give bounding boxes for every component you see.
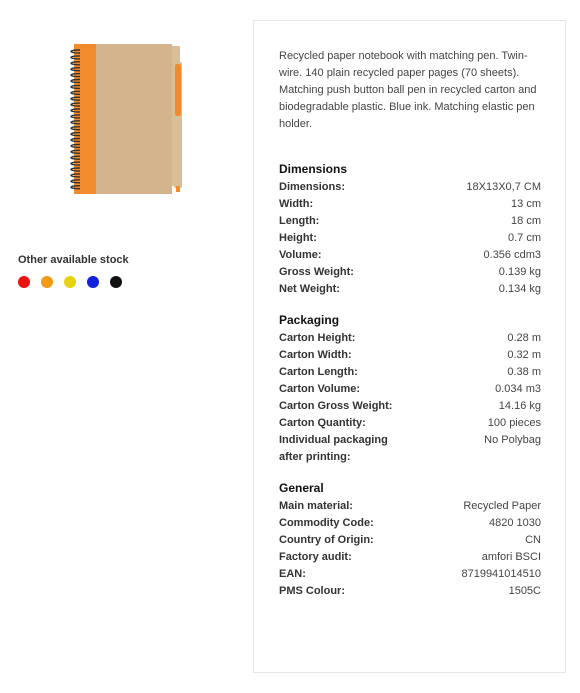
spec-key: Height: [279,232,317,244]
spec-value: CN [525,534,541,546]
swatch-orange[interactable] [41,276,53,288]
spec-key: Gross Weight: [279,266,354,278]
spec-value: 4820 1030 [489,517,541,529]
spec-row [279,415,541,432]
spec-row [279,364,541,381]
pen-tip [176,186,180,192]
product-description: Recycled paper notebook with matching pen. Twin-wire. 140 plain recycled paper pages (70 sheets). Matching push button ball pen in recycled carton and biodegradable plastic. Blue ink. Matching elastic pen holder. [279,50,537,130]
spec-row [279,398,541,415]
spec-key: Length: [279,215,320,227]
spec-key: Carton Width: [279,349,352,361]
swatch-blue[interactable] [87,276,99,288]
section-title: Dimensions [279,162,348,176]
spec-row [279,566,541,583]
packaging-section [279,312,541,466]
spec-value: 13 cm [511,198,541,210]
spec-row [279,281,541,298]
general-section [279,480,541,600]
spec-row [279,583,541,600]
spec-value: 8719941014510 [461,568,541,580]
product-details-panel [253,20,566,673]
spec-value: 1505C [508,585,541,597]
spec-key: Carton Length: [279,366,358,378]
spec-row [279,381,541,398]
spec-row [279,432,541,466]
spec-key: Volume: [279,249,322,261]
spec-value: 0.28 m [507,332,541,344]
spec-value: 14.16 kg [498,400,541,412]
other-stock-title: Other available stock [18,254,129,266]
product-gallery [0,0,250,693]
swatch-red[interactable] [18,276,30,288]
spec-value: 0.139 kg [498,266,541,278]
spec-key: Net Weight: [279,283,340,295]
spec-key: Carton Height: [279,332,356,344]
spec-key: Width: [279,198,314,210]
spec-row [279,515,541,532]
spec-row [279,196,541,213]
spec-row [279,330,541,347]
spec-key: Commodity Code: [279,517,374,529]
spec-row [279,498,541,515]
spec-row [279,549,541,566]
spec-key: Main material: [279,500,353,512]
spec-value: 18 cm [511,215,541,227]
pen-clip [175,64,181,116]
spec-value: 0.034 m3 [495,383,541,395]
spec-row [279,532,541,549]
spec-value: 0.38 m [507,366,541,378]
spiral-notebook-with-pen-image[interactable] [64,38,188,198]
section-title: General [279,481,324,495]
spec-row [279,230,541,247]
spec-value: 0.32 m [507,349,541,361]
spec-key: Carton Gross Weight: [279,400,393,412]
spec-row [279,264,541,281]
spec-row [279,247,541,264]
spec-key: Carton Quantity: [279,417,366,429]
spec-value: 100 pieces [487,417,541,429]
spec-value: amfori BSCI [481,551,541,563]
spec-value: 0.134 kg [498,283,541,295]
spec-value: 0.7 cm [507,232,541,244]
spec-key: EAN: [279,568,306,580]
dimensions-section [279,161,541,298]
swatch-black[interactable] [110,276,122,288]
color-swatches [18,276,122,288]
spec-row [279,347,541,364]
spec-row [279,179,541,196]
spec-value: 18X13X0,7 CM [466,181,541,193]
spec-key: Dimensions: [279,181,346,193]
spec-key: Factory audit: [279,551,352,563]
spec-value: 0.356 cdm3 [483,249,541,261]
spec-key: Individual packaging after printing: [279,434,388,463]
spec-value: Recycled Paper [463,500,541,512]
spec-key: Country of Origin: [279,534,374,546]
spec-value: No Polybag [484,434,541,446]
spec-row [279,213,541,230]
spec-key: Carton Volume: [279,383,361,395]
section-title: Packaging [279,313,340,327]
spec-key: PMS Colour: [279,585,345,597]
swatch-yellow[interactable] [64,276,76,288]
